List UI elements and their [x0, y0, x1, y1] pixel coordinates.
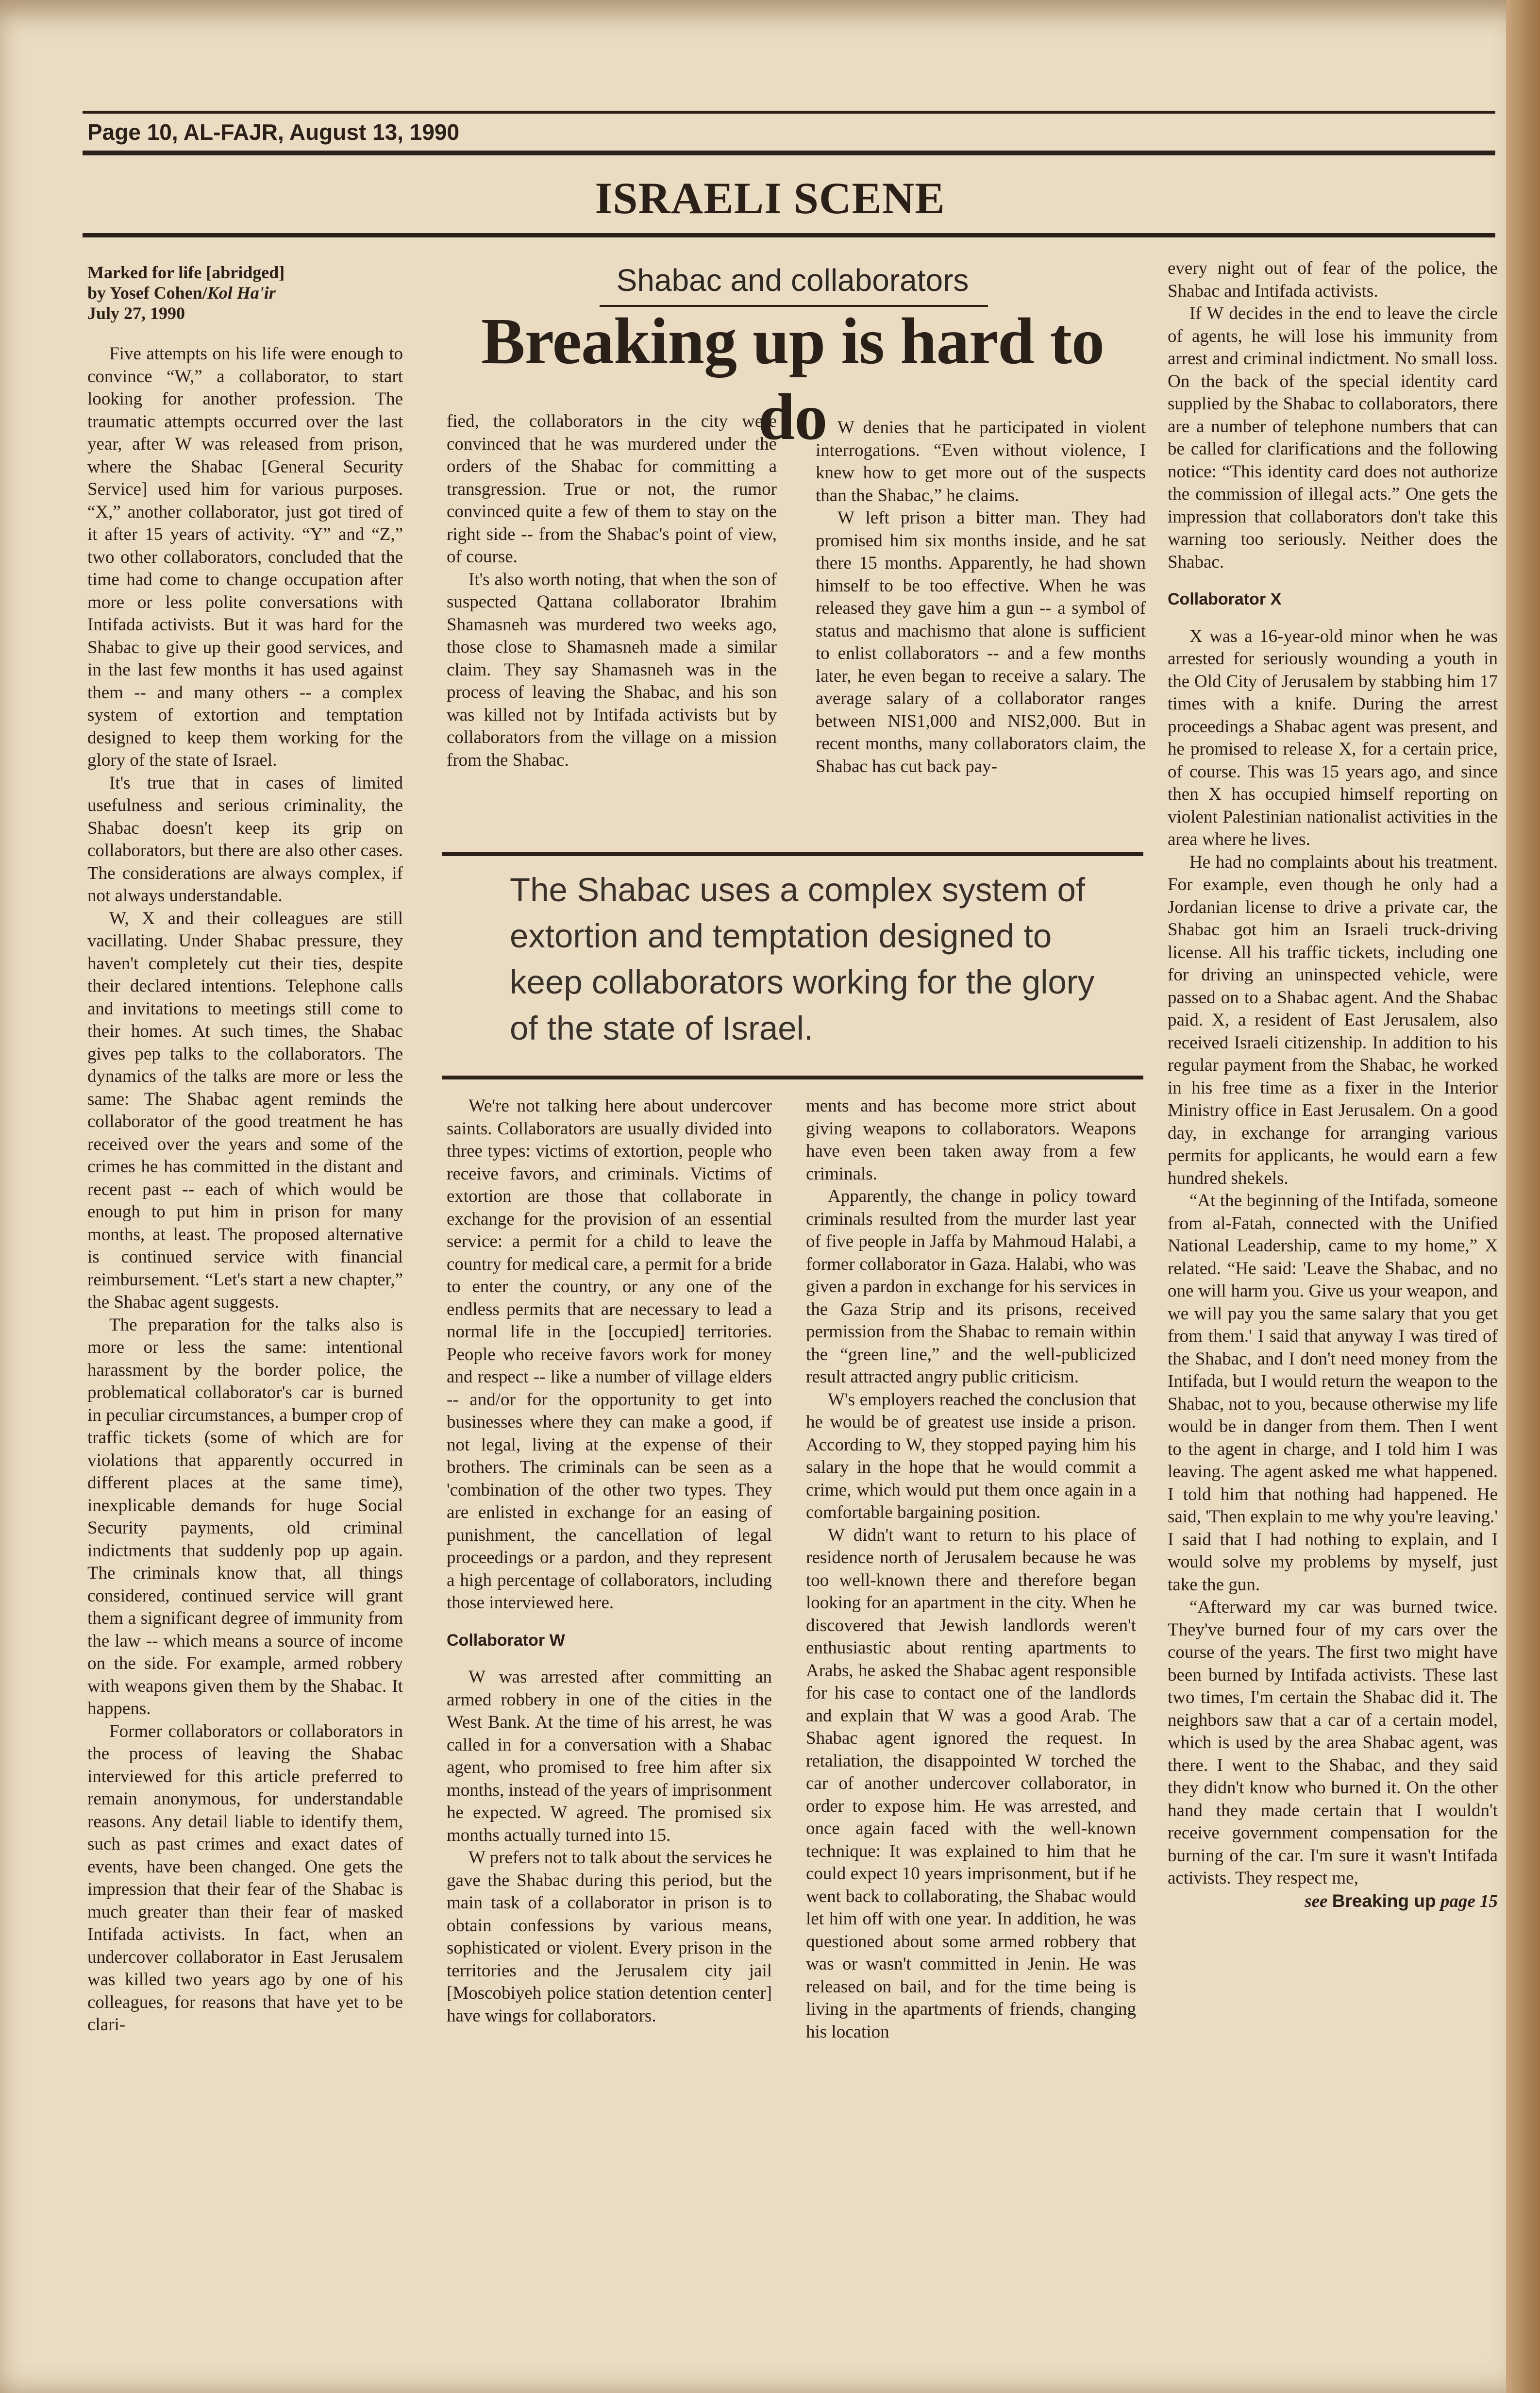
- column-4: [1168, 257, 1498, 1913]
- column-3-bottom: [806, 1095, 1136, 2043]
- paragraph: The preparation for the talks also is more or less the same: intentional harassment by the border police, the problematical collaborator's car is burned in peculiar circumstances, a bumper crop of traffic tickets (some of which are for violations that apparently occurred in different places at the same time), inexplicable demands for huge Social Security payments, old criminal indictments that suddenly pop up again. The criminals know that, all things considered, continued service will grant them a significant degree of immunity from the law -- which means a source of income on the side. For example, armed robbery with weapons given them by the Shabac. It happens.: [87, 1314, 403, 1719]
- paragraph: every night out of fear of the police, the Shabac and Intifada activists.: [1168, 258, 1498, 301]
- byline-source: Kol Ha'ir: [207, 283, 276, 303]
- section-rule: [83, 233, 1495, 237]
- page-edge: [1506, 0, 1540, 2393]
- pull-quote: The Shabac uses a complex system of extortion and temptation designed to keep collaborators working for the glory of the state of Israel.: [510, 871, 1095, 1047]
- paragraph: fied, the collaborators in the city were convinced that he was murdered under the orders of the Shabac for committing a transgression. True or not, the rumor convinced quite a few of them to stay on the right side -- from the Shabac's point of view, of course.: [447, 411, 777, 567]
- paragraph: If W decides in the end to leave the circle of agents, he will lose his immunity from arrest and criminal indictment. No small loss. On the back of the special identity card supplied by the Shabac to collaborators, there are a number of telephone numbers that can be called for clarifications and the following notice: “This identity card does not authorize the commission of illegal acts.” One gets the impression that collaborators don't take this warning too seriously. Neither does the Shabac.: [1168, 303, 1498, 572]
- column-2-bottom: [447, 1095, 772, 2027]
- paragraph: We're not talking here about undercover saints. Collaborators are usually divided into three types: victims of extortion, people who receive favors, and criminals. Victims of extortion are those that collaborate in exchange for the provision of an essential service: a permit for a child to leave the country for medical care, a permit for a bride to enter the country, or any one of the endless permits that are necessary to lead a normal life in the [occupied] territories. People who receive favors work for money and respect -- like a number of village elders -- and/or for the opportunity to get into businesses where they can make a good, if not legal, living at the expense of their brothers. The criminals can be seen as a 'combination of the other two types. They are enlisted in exchange for an easing of punishment, the cancellation of legal proceedings or a pardon, and they represent a high percentage of collaborators, including those interviewed here.: [447, 1096, 772, 1613]
- paragraph: W denies that he participated in violent interrogations. “Even without violence, I knew how to get more out of the suspects than the Shabac,” he claims.: [816, 418, 1146, 506]
- byline-title: Marked for life [abridged]: [87, 263, 285, 282]
- jump-line[interactable]: see Breaking up page 15: [1305, 1890, 1498, 1911]
- folio-line: Page 10, AL-FAJR, August 13, 1990: [87, 119, 460, 145]
- paragraph: W prefers not to talk about the services he gave the Shabac during this period, but the main task of a collaborator in prison is to obtain confessions by various means, sophisticated or violent. Every prison in the territories and the Jerusalem city jail [Moscobiyeh police station detention center] have wings for collaborators.: [447, 1848, 772, 2026]
- header-top-rule: [83, 111, 1495, 114]
- subhead-collaborator-w: Collaborator W: [447, 1631, 565, 1650]
- byline-author: by Yosef Cohen/Kol Ha'ir: [87, 283, 276, 303]
- paragraph: ments and has become more strict about giving weapons to collaborators. Weapons have even been taken away from a few criminals.: [806, 1096, 1136, 1184]
- byline: [87, 262, 403, 323]
- subhead-collaborator-x: Collaborator X: [1168, 590, 1282, 608]
- paragraph: It's also worth noting, that when the son of suspected Qattana collaborator Ibrahim Shamasneh was murdered two weeks ago, those close to Shamasneh made a similar claim. They say Shamasneh was in the process of leaving the Shabac, and his son was killed not by Intifada activists but by collaborators from the village on a mission from the Shabac.: [447, 569, 777, 770]
- paragraph: W was arrested after committing an armed robbery in one of the cities in the West Bank. At the time of his arrest, he was called in for a conversation with a Shabac agent, who promised to free him after six months, instead of the years of imprisonment he expected. W agreed. The promised six months actually turned into 15.: [447, 1667, 772, 1845]
- paragraph: X was a 16-year-old minor when he was arrested for seriously wounding a youth in the Old City of Jerusalem by stabbing him 17 times with a knife. During the arrest proceedings a Shabac agent was present, and he promised to release X, for a certain price, of course. This was 15 years ago, and since then X has occupied himself reporting on violent Palestinian nationalist activities in the area where he lives.: [1168, 626, 1498, 849]
- paragraph: W's employers reached the conclusion that he would be of greatest use inside a prison. According to W, they stopped paying him his salary in the hope that he would commit a crime, which would put them once again in a comfortable bargaining position.: [806, 1389, 1136, 1522]
- paragraph: W, X and their colleagues are still vacillating. Under Shabac pressure, they haven't completely cut their ties, despite their declared intentions. Telephone calls and invitations to meetings still come to their homes. At such times, the Shabac gives pep talks to the collaborators. The dynamics of the talks are more or less the same: The Shabac agent reminds the collaborator of the good treatment he has received over the years and some of the crimes he has committed in the distant and recent past -- each of which would be enough to put him in prison for many months, at least. The proposed alternative is continued service with financial reimbursement. “Let's start a new chapter,” the Shabac agent suggests.: [87, 908, 403, 1312]
- kicker: Shabac and collaborators: [616, 263, 969, 298]
- column-1: [87, 262, 403, 2037]
- paragraph: W didn't want to return to his place of residence north of Jerusalem because he was too well-known there and therefore began looking for an apartment in the city. When he discovered that Jewish landlords weren't enthusiastic about renting apartments to Arabs, he asked the Shabac agent responsible for his case to contact one of the landlords and explain that W was a good Arab. The Shabac agent ignored the request. In retaliation, the disappointed W torched the car of another undercover collaborator, in order to expose him. He was arrested, and once again faced with the well-known technique: It was explained to him that he could expect 10 years imprisonment, but if he went back to collaborating, the Shabac would let him off with one year. In addition, he was questioned about some armed robbery that was or wasn't committed in Jenin. He was released on bail, and for the time being is living in the apartments of friends, changing his location: [806, 1525, 1136, 2042]
- column-2-top: [447, 410, 777, 772]
- headline: Breaking up is hard to do: [481, 305, 1104, 454]
- column-3-top: [816, 417, 1146, 778]
- paragraph: Apparently, the change in policy toward criminals resulted from the murder last year of five people in Jaffa by Mahmoud Halabi, a former collaborator in Gaza. Halabi, who was given a pardon in exchange for his services in the Gaza Strip and its prisons, received permission from the Shabac to remain within the “green line,” and the well-publicized result attracted angry public criticism.: [806, 1186, 1136, 1387]
- byline-date: July 27, 1990: [87, 303, 185, 323]
- paragraph: W left prison a bitter man. They had promised him six months inside, and he sat there 15 months. Apparently, he had shown himself to be too effective. When he was released they gave him a gun -- a symbol of status and machismo that alone is sufficient to enlist collaborators -- and a few months later, he even began to receive a salary. The average salary of a collaborator ranges between NIS1,000 and NIS2,000. But in recent months, many collaborators claim, the Shabac has cut back pay-: [816, 508, 1146, 776]
- paragraph: “At the beginning of the Intifada, someone from al-Fatah, connected with the Unified National Leadership, came to my home,” X related. “He said: 'Leave the Shabac, and no one will harm you. Give us your weapon, and we will pay you the same salary that you get from them.' I said that anyway I was tired of the Shabac, and I don't need money from the Intifada, but I would return the weapon to the Shabac, not to you, because otherwise my life would be in danger from them. Then I went to the agent in charge, and I told him I was leaving. The agent asked me what happened. I told him that nothing had happened. He said, 'Then explain to me why you're leaving.' I said that I had nothing to explain, and I would solve my problems by myself, just take the gun.: [1168, 1191, 1498, 1595]
- paragraph: It's true that in cases of limited usefulness and serious criminality, the Shabac doesn't keep its grip on collaborators, but there are also other cases. The considerations are always complex, if not always understandable.: [87, 773, 403, 906]
- paragraph: Five attempts on his life were enough to convince “W,” a collaborator, to start looking for another profession. The traumatic attempts occurred over the last year, after W was released from prison, where the Shabac [General Security Service] used him for various purposes. “X,” another collaborator, just got tired of it after 15 years of activity. “Y” and “Z,” two other collaborators, concluded that the time had come to change occupation after more or less polite conversations with Intifada activists. But it was hard for the Shabac to give up their good services, and in the last few months it has used against them -- and many others -- a complex system of extortion and temptation designed to keep them working for the glory of the state of Israel.: [87, 344, 403, 770]
- paragraph: He had no complaints about his treatment. For example, even though he only had a Jordanian license to drive a private car, the Shabac got him an Israeli truck-driving license. All his traffic tickets, including one for driving an uninspected vehicle, were passed on to a Shabac agent. And the Shabac paid. X, a resident of East Jerusalem, also received Israeli citizenship. In addition to his regular payment from the Shabac, he worked in his free time as a fixer in the Interior Ministry office in East Jerusalem. On a good day, in exchange for arranging various permits for applicants, he would earn a few hundred shekels.: [1168, 852, 1498, 1188]
- paragraph: “Afterward my car was burned twice. They've burned four of my cars over the course of the years. The first two might have been burned by Intifada activists. These last two times, I'm certain the Shabac did it. The neighbors saw that a car of a certain model, which is used by the area Shabac agent, was there. I went to the Shabac, and they said they didn't know who burned it. On the other hand they made certain that I wouldn't receive government compensation for the burning of the car. I'm sure it wasn't Intifada activists. They respect me,: [1168, 1597, 1498, 1888]
- paragraph: Former collaborators or collaborators in the process of leaving the Shabac interviewed for this article preferred to remain anonymous, for understandable reasons. Any detail liable to identify them, such as past crimes and exact dates of events, have been changed. One gets the impression that their fear of the Shabac is much greater than their fear of masked Intifada activists. In fact, when an undercover collaborator in East Jerusalem was killed two years ago by one of his colleagues, for reasons that have yet to be clari-: [87, 1721, 403, 2035]
- header-bottom-rule: [83, 151, 1495, 155]
- section-title: ISRAELI SCENE: [595, 173, 945, 223]
- pull-quote-top-rule: [442, 852, 1143, 856]
- pull-quote-bottom-rule: [442, 1076, 1143, 1079]
